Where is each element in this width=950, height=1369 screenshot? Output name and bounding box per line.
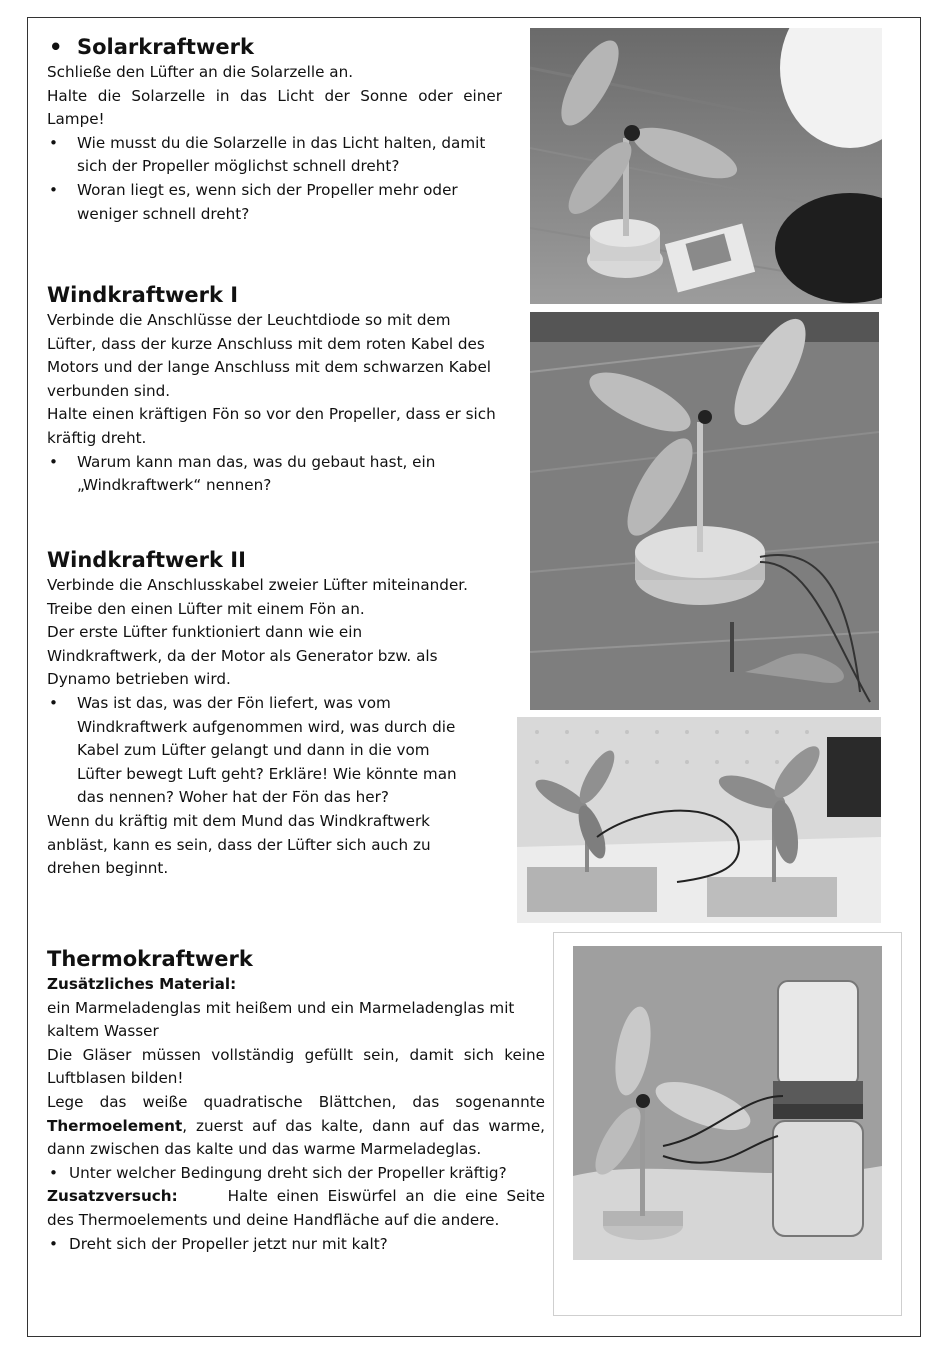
- solar-title: • Solarkraftwerk: [47, 33, 502, 61]
- solar-paragraph-1: Schließe den Lüfter an die Solarzelle an.: [47, 63, 354, 81]
- solar-paragraph-2: Halte die Solarzelle in das Licht der Sonne oder einer Lampe!: [47, 86, 502, 129]
- wind2-closing: Wenn du kräftig mit dem Mund das Windkraftwerk anbläst, kann es sein, dass der Lüfter sich auch zu drehen beginnt.: [47, 811, 431, 878]
- thermo-note: Die Gläser müssen vollständig gefüllt sein, damit sich keine Luftblasen bilden!: [47, 1045, 545, 1088]
- thermo-question-2: • Dreht sich der Propeller jetzt nur mit kalt?: [47, 1233, 545, 1257]
- wind1-paragraph-2: Halte einen kräftigen Fön so vor den Propeller, dass er sich kräftig dreht.: [47, 405, 496, 447]
- photo-solar-fan: [530, 28, 882, 304]
- wind2-title: Windkraftwerk II: [47, 548, 246, 572]
- photo-two-fans: [517, 717, 881, 923]
- wind2-paragraph-2: Treibe den einen Lüfter mit einem Fön an.: [47, 599, 365, 618]
- solar-question-2: • Woran liegt es, wenn sich der Propeller mehr oder weniger schnell dreht?: [47, 179, 502, 226]
- thermo-extra-label: Zusatzversuch:: [47, 1187, 178, 1206]
- photo-wind-fan-led: [530, 312, 879, 710]
- wind1-paragraph-1: Verbinde die Anschlüsse der Leuchtdiode so mit dem Lüfter, dass der kurze Anschluss mit dem roten Kabel des Motors und der lange Anschluss mit dem schwarzen Kabel verbunden sind.: [47, 311, 492, 400]
- thermo-title: Thermokraftwerk: [47, 947, 253, 971]
- wind2-question-1: • Was ist das, was der Fön liefert, was vom Windkraftwerk aufgenommen wird, was durch die Kabel zum Lüfter gelangt und dann in die vom Lüfter bewegt Luft geht? Erkläre! Wie könnte man das nennen? Woher hat der Fön das her?: [47, 692, 477, 810]
- solar-fan-illustration: [530, 28, 882, 304]
- wind1-title: Windkraftwerk I: [47, 283, 239, 307]
- two-fans-illustration: [517, 717, 881, 923]
- photo-thermo-fan: [573, 946, 882, 1260]
- thermo-instruction: Lege das weiße quadratische Blättchen, das sogenannte Thermoelement, zuerst auf das kalte, dann auf das warme, dann zwischen das kalte und das warme Marmeladeglas.: [47, 1092, 545, 1159]
- thermo-fan-illustration: [573, 946, 882, 1260]
- thermo-extra: Zusatzversuch: Halte einen Eiswürfel an die eine Seite des Thermoelements und deine Handfläche auf die andere.: [47, 1187, 545, 1229]
- thermo-section: [47, 945, 545, 1256]
- solar-question-1: • Wie musst du die Solarzelle in das Licht halten, damit sich der Propeller möglichst schnell dreht?: [47, 132, 502, 179]
- thermo-material-text: ein Marmeladenglas mit heißem und ein Marmeladenglas mit kaltem Wasser: [47, 998, 515, 1041]
- wind1-question-1: • Warum kann man das, was du gebaut hast, ein „Windkraftwerk“ nennen?: [47, 451, 497, 498]
- wind1-section: [47, 281, 497, 498]
- wind2-paragraph-3: Der erste Lüfter funktioniert dann wie ein Windkraftwerk, da der Motor als Generator bzw. als Dynamo betrieben wird.: [47, 623, 438, 689]
- wind2-section: [47, 546, 493, 881]
- thermo-term: Thermoelement: [47, 1116, 183, 1135]
- thermo-question-1: • Unter welcher Bedingung dreht sich der Propeller kräftig?: [47, 1162, 545, 1186]
- wind-fan-illustration: [530, 312, 879, 710]
- wind2-paragraph-1: Verbinde die Anschlusskabel zweier Lüfter miteinander.: [47, 576, 468, 594]
- solar-section: [47, 33, 502, 226]
- thermo-material-label: Zusätzliches Material:: [47, 975, 237, 993]
